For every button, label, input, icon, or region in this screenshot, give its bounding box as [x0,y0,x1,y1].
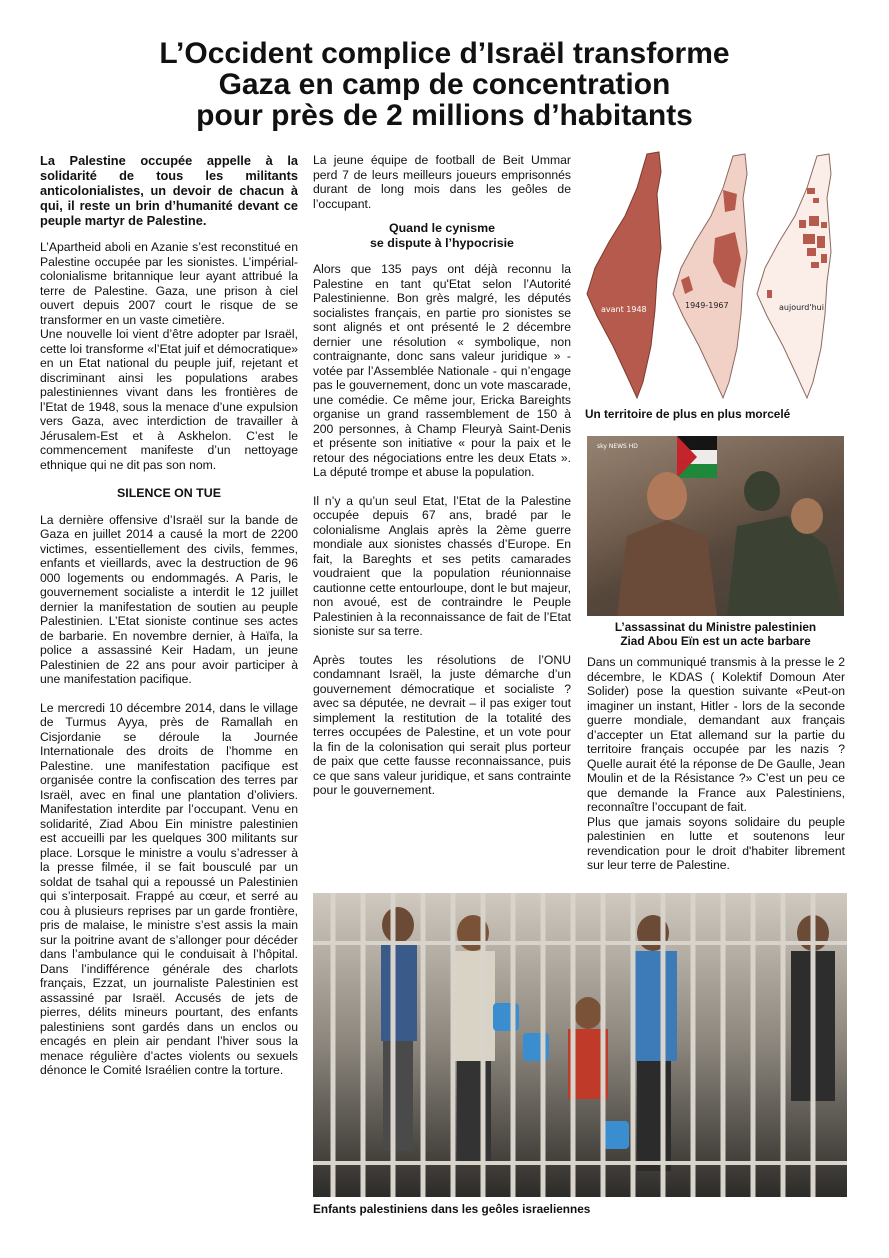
children-cage-svg [313,893,847,1197]
column-2 [313,153,571,808]
map-before-1948 [587,152,661,398]
minister-photo-caption [587,620,844,648]
maps-svg [585,150,847,402]
children-cage-photo [313,893,847,1197]
map-label-before-1948: avant 1948 [601,305,647,314]
photo-tv-label: sky NEWS HD [597,443,638,450]
minister-caption-line-2: Ziad Abou Eïn est un acte barbare [620,634,811,648]
col2-paragraph-1: La jeune équipe de football de Beit Ummar perd 7 de leurs meilleurs joueurs emprisonnés durant de long mois dans les geôles de l’occupant. [313,153,571,211]
col1-paragraph-1: L’Apartheid aboli en Azanie s’est reconstitué en Palestine occupée par les sionistes. L’impérial-colonialisme britannique leur ayant attribué la terre de Palestine. Gaza, une prison à ciel ouvert depuis 2007 court le risque de se transformer en un vaste cimetière. [40,240,298,327]
map-today [757,154,831,398]
column-1 [40,153,298,1088]
minister-body [617,520,717,616]
soldier-2-head [791,498,823,534]
col3-paragraph-1: Dans un communiqué transmis à la presse le 2 décembre, le KDAS ( Kolektif Domoun Ater Solider) pose la question suivante «Peut-on imaginer un instant, Hitler - lors de la seconde guerre mondiale, demandant aux français d’accepter un Etat allemand sur la partie du territoire français occupée par les nazis ? Quelle aurait été la réponse de De Gaulle, Jean Moulin et de la Résistance ?» C’est un peu ce que demande la France aux Palestiniens, reconnaître l’occupant de fait. [587,655,845,814]
minister-head [647,472,687,520]
map-label-1949-1967: 1949-1967 [685,301,729,310]
palestine-maps-figure [585,150,847,402]
col1-paragraph-4: Le mercredi 10 décembre 2014, dans le village de Turmus Ayya, près de Ramallah en Cisjordanie se déroule la Journée Internationale des droits de l’homme en Palestine. une manifestation pacifique est organisée contre la confiscation des terres par Israël, avec en final une plantation d’oliviers. Manifestation interdite par l’occupant. Venu en solidarité, Ziad Abou Ein ministre palestinien est accueilli par les quelques 300 militants sur place. Lorsque le ministre a voulu s’adresser à la presse filmée, il se fait bousculé par un soldat de tsahal qui a repoussé un Palestinien qui s’interposait. Frappé au cœur, et serré au cou à plusieurs reprises par un garde frontière, pris de malaise, le ministre s’est assis la main sur la poitrine avant de s’allonger pour décéder dans l’ambulance qui le conduisait à l’hôpital. Dans l’indifférence générale des charlots français, Ezzat, un journaliste Palestinien est assassiné par Israël. Accusés de jets de pierres, délits mineurs pourtant, des enfants palestiniens sont gardés dans un enclos ou encagés en plein air pendant l’hiver sous la menace régulière d’actes violents ou sexuels dénonce le Comité Israélien contre la torture. [40,700,298,1077]
col1-paragraph-2: Une nouvelle loi vient d’être adopter par Israël, cette loi transforme «l’Etat juif et démocratique» en un Etat national du peuple juif, rejetant et discriminant ainsi les populations arabes palestiniennes vivant dans les frontières de l’Etat de 1948, sous la menace d’une expulsion vers Gaza, avec interdiction de travailler à Jérusalem-Est et à Askhelon. C’est le commencement manifeste d’un nettoyage ethnique qui ne dit pas son nom. [40,327,298,472]
col1-paragraph-3: La dernière offensive d’Israël sur la bande de Gaza en juillet 2014 a causé la mort de 2200 victimes, essentiellement des civils, femmes, enfants et vieillards, avec la destruction de 96 000 logements ou endommagés. A Paris, le gouvernement socialiste a interdit le 12 juillet dernier la manifestation de soutien au peuple Palestinien. L’Etat sioniste continue ses actes de barbarie. En novembre dernier, à Haïfa, la police a assassiné Keir Hadam, un jeune Palestinien de 22 ans pour avoir participer à une manifestation pacifique. [40,512,298,686]
minister-photo [587,436,844,616]
headline [60,38,829,131]
lead-paragraph: La Palestine occupée appelle à la solidarité de tous les militants anticolonialistes, un devoir de chacun à qui, il reste un brin d’humanité devant ce peuple martyr de Palestine. [40,153,298,228]
col2-paragraph-4: Après toutes les résolutions de l’ONU condamnant Israël, la juste démarche d’un gouvernement démocratique et socialiste ? avec sa députée, ne devrait – il pas exiger tout simplement la restitution de la totalité des terres occupées de Palestine, et un vote pour la fin de la colonisation qui serait plus porteur de paix que cette fausse reconnaissance, puis ce que sans valeur juridique, et sans contrainte pour le gouvernement. [313,652,571,797]
maps-caption: Un territoire de plus en plus morcelé [585,407,791,421]
column-3 [587,655,845,883]
col2-paragraph-2: Alors que 135 pays ont déjà reconnu la Palestine en tant qu'Etat selon l’Autorité Palestinienne. Bon grès malgré, les députés socialistes français, en partie pro sionistes se sont alignés et ont présenté le 2 décembre dernier une résolution « symbolique, non contraignante, donc sans valeur juridique » - votée par l’Assemblée Nationale - qui n’engage pas le gouvernement, donc un vote mascarade, une comédie. Ce même jour, Ericka Bareights organise un grand rassemblement de 150 à 200 personnes, à Champ Fleuryà Saint-Denis et présente son initiative « pour la paix et le retour des négociations entre les deux Etats ». La député trompe et abuse la population. [313,262,571,479]
headline-line-2: Gaza en camp de concentration [218,68,671,101]
children-photo-caption: Enfants palestiniens dans les geôles israeliennes [313,1202,591,1216]
headline-line-3: pour près de 2 millions d’habitants [196,99,693,132]
subhead-silence-on-tue: SILENCE ON TUE [117,486,221,500]
minister-caption-line-1: L’assassinat du Ministre palestinien [614,620,817,634]
subhead-cynisme-line-1: Quand le cynisme [388,221,496,235]
headline-line-1: L’Occident complice d’Israël transforme [159,37,730,70]
minister-photo-svg [587,436,844,616]
palestinian-flag [677,436,717,478]
subhead-cynisme-line-2: se dispute à l’hypocrisie [370,235,514,250]
col3-paragraph-2: Plus que jamais soyons solidaire du peuple palestinien en lutte et soutenons leur revendication pour le droit d'habiter librement sur leur terre de Palestine. [587,814,845,872]
subhead-cynisme [313,221,571,250]
soldier-head [744,471,780,511]
col2-paragraph-3: Il n’y a qu’un seul Etat, l’Etat de la Palestine occupée depuis 67 ans, bradé par le colonialisme Anglais après la 2ème guerre mondiale aux sionistes chassés d’Europe. En fait, la Bareghts et ses petits camarades voudraient que la population réunionnaise cautionne cette entourloupe, dont le but majeur, non avoué, est de contraindre le Peuple Palestinien à la reconnaissance de fait de l’Etat sioniste sur sa terre. [313,493,571,638]
map-label-today: aujourd'hui [779,303,824,312]
